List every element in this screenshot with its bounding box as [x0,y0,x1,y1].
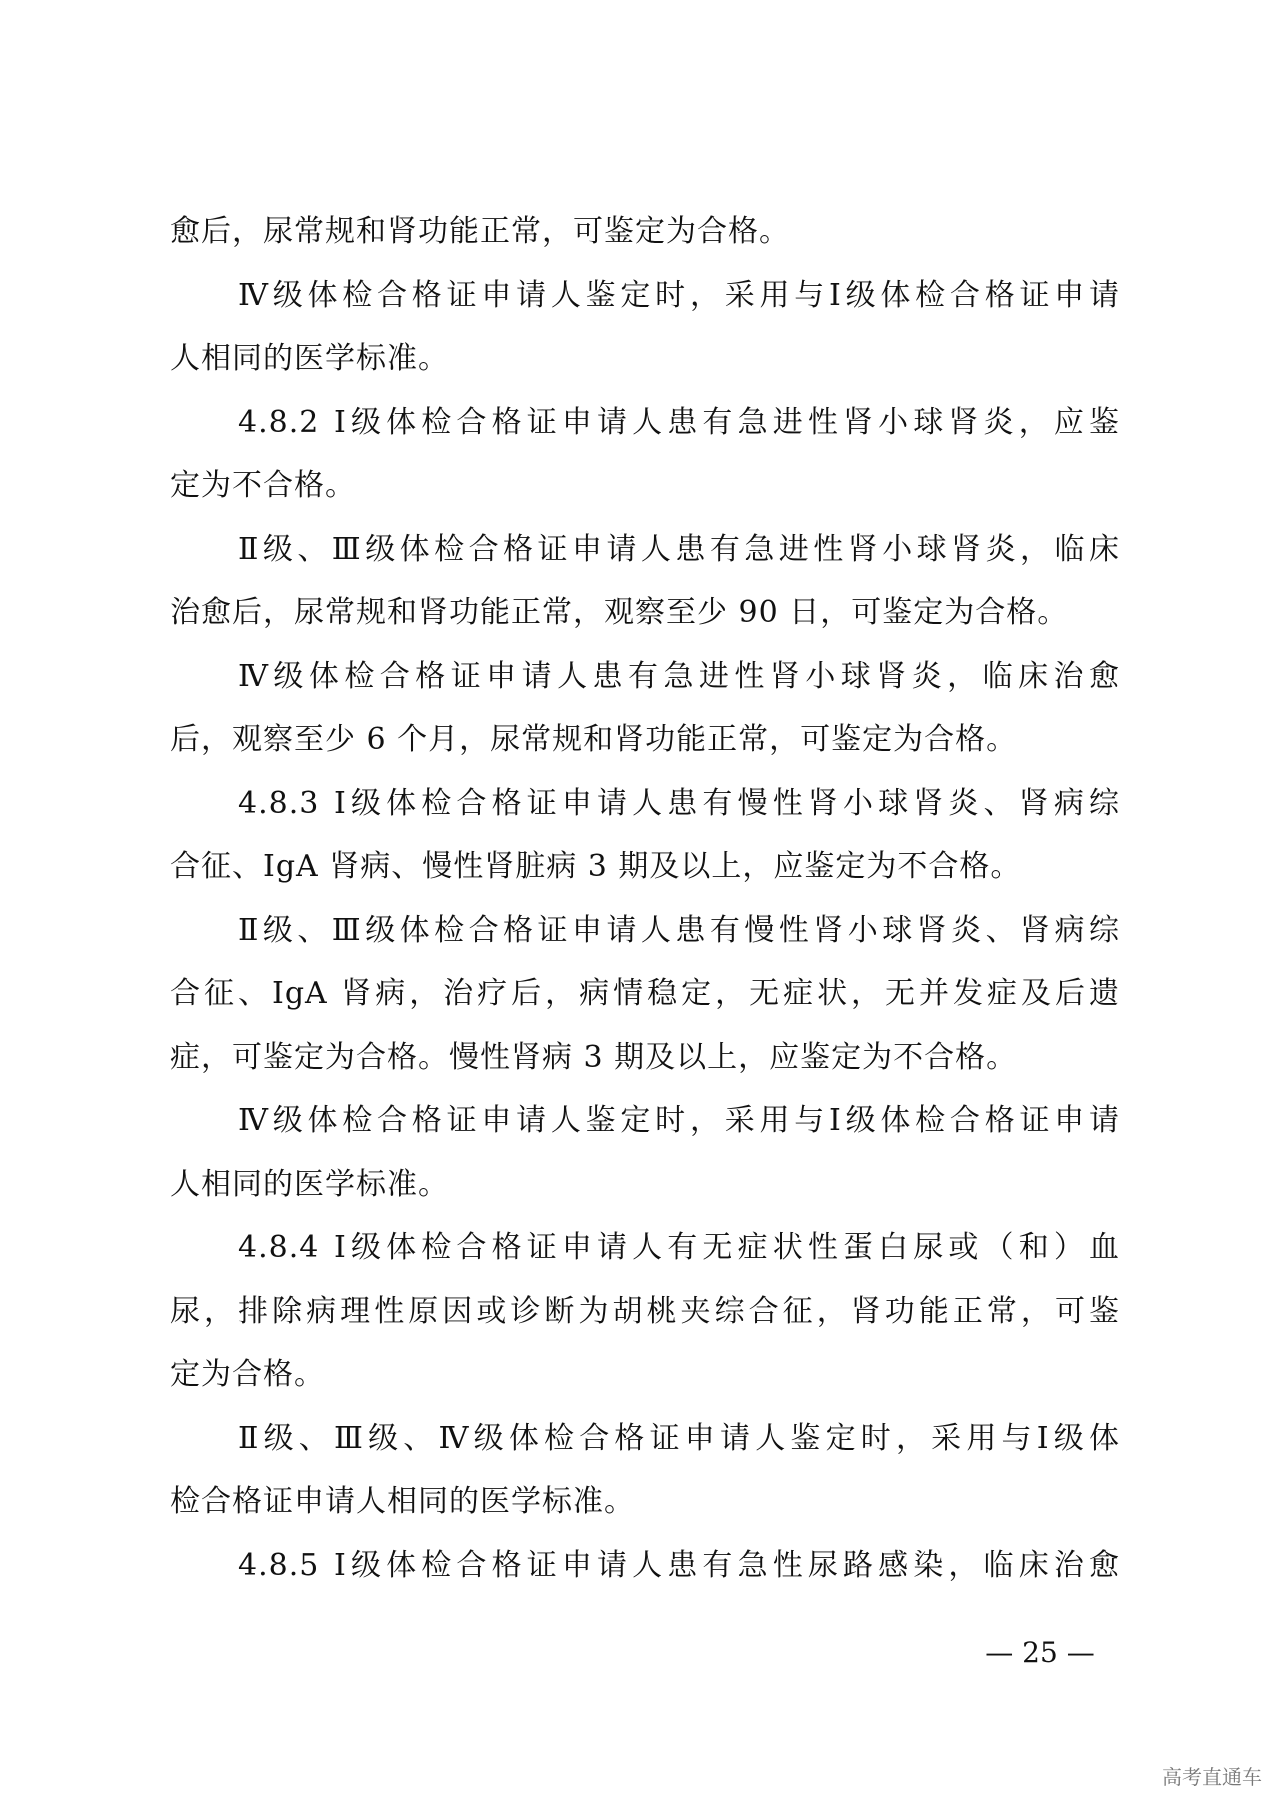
text-line: 合征、IgA 肾病，治疗后，病情稳定，无症状，无并发症及后遗 [170,976,1120,1011]
text-line: 人相同的医学标准。 [170,1166,449,1202]
text-line: Ⅳ级体检合格证申请人鉴定时，采用与Ⅰ级体检合格证申请 [238,1103,1120,1138]
text-line: 症，可鉴定为合格。慢性肾病 3 期及以上，应鉴定为不合格。 [170,1039,1018,1075]
text-line: Ⅱ级、Ⅲ级、Ⅳ级体检合格证申请人鉴定时，采用与Ⅰ级体 [238,1420,1120,1456]
page-number: — 25 — [985,1636,1095,1669]
text-line: 合征、IgA 肾病、慢性肾脏病 3 期及以上，应鉴定为不合格。 [170,849,1022,884]
text-line: 后，观察至少 6 个月，尿常规和肾功能正常，可鉴定为合格。 [170,722,1018,757]
text-line: 愈后，尿常规和肾功能正常，可鉴定为合格。 [170,214,790,249]
text-line: 定为不合格。 [170,468,356,503]
text-line: 尿，排除病理性原因或诊断为胡桃夹综合征，肾功能正常，可鉴 [170,1293,1120,1329]
text-line: 4.8.4 Ⅰ级体检合格证申请人有无症状性蛋白尿或（和）血 [238,1230,1120,1265]
text-line: 4.8.3 Ⅰ级体检合格证申请人患有慢性肾小球肾炎、肾病综 [238,785,1120,821]
text-line: Ⅱ级、Ⅲ级体检合格证申请人患有慢性肾小球肾炎、肾病综 [238,912,1120,948]
text-line: Ⅳ级体检合格证申请人患有急进性肾小球肾炎，临床治愈 [238,658,1120,694]
text-line: 4.8.5 Ⅰ级体检合格证申请人患有急性尿路感染，临床治愈 [238,1547,1120,1583]
watermark-text: 高考直通车 [1162,1765,1262,1789]
body-text [170,200,1120,1597]
text-line: 4.8.2 Ⅰ级体检合格证申请人患有急进性肾小球肾炎，应鉴 [238,404,1120,440]
text-line: Ⅱ级、Ⅲ级体检合格证申请人患有急进性肾小球肾炎，临床 [238,531,1120,567]
text-line: 治愈后，尿常规和肾功能正常，观察至少 90 日，可鉴定为合格。 [170,595,1069,630]
text-line: Ⅳ级体检合格证申请人鉴定时，采用与Ⅰ级体检合格证申请 [238,277,1120,313]
text-line: 定为合格。 [170,1357,325,1392]
text-line: 人相同的医学标准。 [170,341,449,376]
text-line: 检合格证申请人相同的医学标准。 [170,1484,635,1519]
